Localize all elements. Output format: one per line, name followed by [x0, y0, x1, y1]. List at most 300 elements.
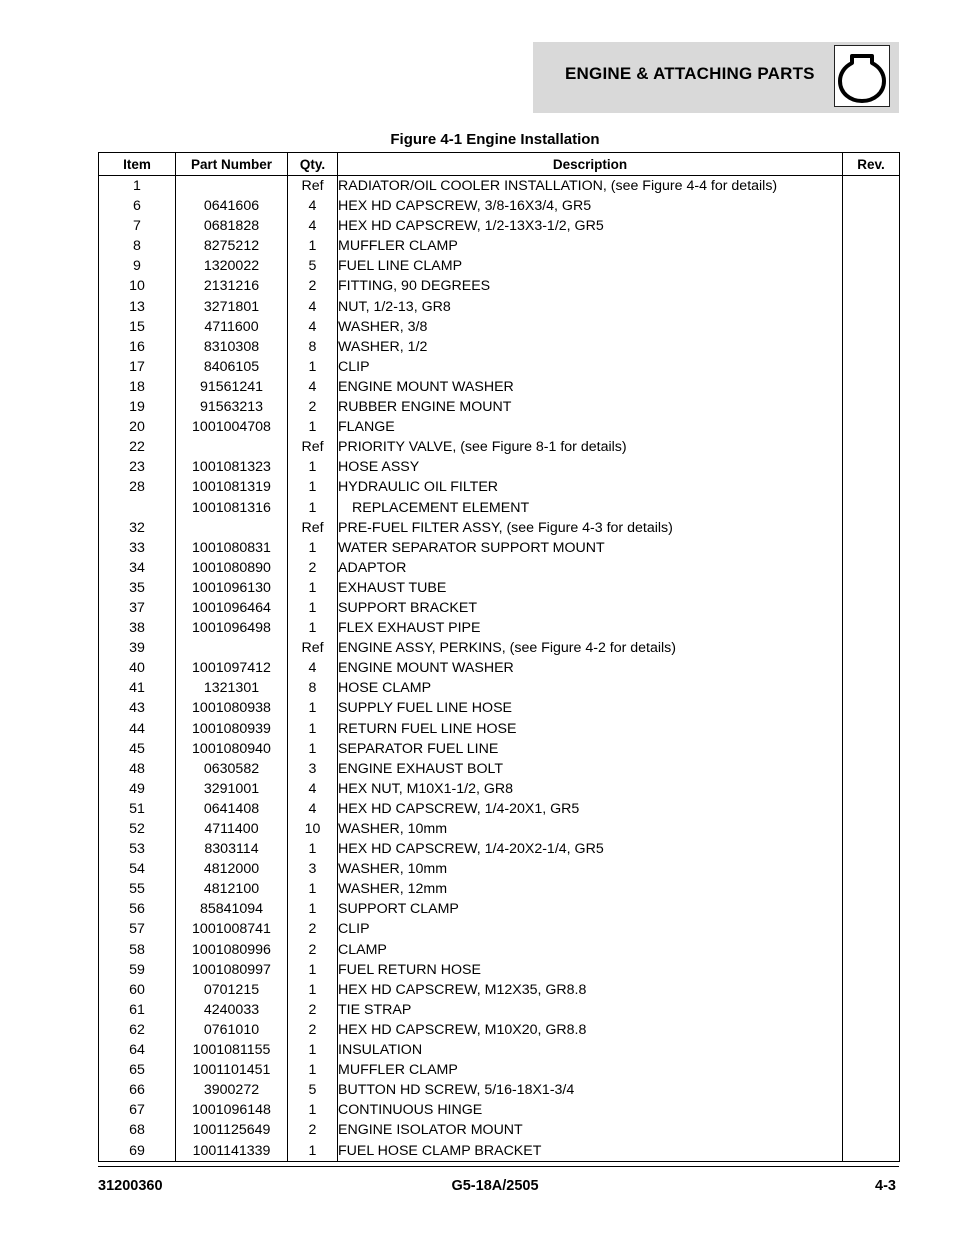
cell-description: BUTTON HD SCREW, 5/16-18X1-3/4: [338, 1080, 843, 1100]
cell-item: 53: [99, 839, 176, 859]
cell-item: 16: [99, 337, 176, 357]
figure-title: Figure 4-1 Engine Installation: [390, 131, 600, 148]
cell-description: SEPARATOR FUEL LINE: [338, 739, 843, 759]
cell-item: 54: [99, 859, 176, 879]
cell-item: 56: [99, 899, 176, 919]
cell-qty: 10: [288, 819, 338, 839]
cell-rev: [843, 779, 900, 799]
cell-rev: [843, 899, 900, 919]
cell-part-number: 1001096130: [176, 578, 288, 598]
cell-item: 35: [99, 578, 176, 598]
table-row: [99, 698, 900, 718]
cell-rev: [843, 518, 900, 538]
cell-description: HEX HD CAPSCREW, M10X20, GR8.8: [338, 1020, 843, 1040]
table-row: [99, 759, 900, 779]
cell-qty: 1: [288, 538, 338, 558]
cell-part-number: [176, 518, 288, 538]
cell-rev: [843, 276, 900, 296]
cell-qty: 2: [288, 1020, 338, 1040]
cell-item: 28: [99, 477, 176, 497]
cell-item: 43: [99, 698, 176, 718]
cell-item: 66: [99, 1080, 176, 1100]
footer-divider: [98, 1166, 899, 1167]
cell-item: 38: [99, 618, 176, 638]
cell-part-number: 1001081155: [176, 1040, 288, 1060]
cell-qty: 1: [288, 839, 338, 859]
cell-part-number: 1001081316: [176, 498, 288, 518]
cell-part-number: 1321301: [176, 678, 288, 698]
cell-part-number: 91563213: [176, 397, 288, 417]
cell-qty: 3: [288, 859, 338, 879]
cell-description: FUEL HOSE CLAMP BRACKET: [338, 1141, 843, 1162]
table-row: [99, 276, 900, 296]
table-row: [99, 980, 900, 1000]
cell-part-number: 8275212: [176, 236, 288, 256]
cell-item: 67: [99, 1100, 176, 1120]
cell-part-number: 1001080938: [176, 698, 288, 718]
cell-description: SUPPORT CLAMP: [338, 899, 843, 919]
cell-description: WASHER, 3/8: [338, 317, 843, 337]
table-row: [99, 216, 900, 236]
cell-rev: [843, 1040, 900, 1060]
cell-description: WASHER, 1/2: [338, 337, 843, 357]
cell-part-number: 1001080997: [176, 960, 288, 980]
cell-qty: 1: [288, 417, 338, 437]
table-row: [99, 598, 900, 618]
table-row: [99, 618, 900, 638]
cell-part-number: 0641606: [176, 196, 288, 216]
cell-rev: [843, 538, 900, 558]
cell-description: PRIORITY VALVE, (see Figure 8-1 for details): [338, 437, 843, 457]
cell-item: 37: [99, 598, 176, 618]
table-row: [99, 719, 900, 739]
cell-part-number: [176, 176, 288, 197]
cell-part-number: 0681828: [176, 216, 288, 236]
cell-item: 60: [99, 980, 176, 1000]
cell-item: 68: [99, 1120, 176, 1140]
cell-rev: [843, 397, 900, 417]
cell-part-number: 2131216: [176, 276, 288, 296]
table-header-row: [99, 153, 900, 176]
cell-qty: 1: [288, 1060, 338, 1080]
cell-description: HEX HD CAPSCREW, 1/2-13X3-1/2, GR5: [338, 216, 843, 236]
cell-item: 39: [99, 638, 176, 658]
cell-qty: 1: [288, 598, 338, 618]
cell-item: 10: [99, 276, 176, 296]
cell-rev: [843, 638, 900, 658]
cell-item: 13: [99, 297, 176, 317]
cell-qty: 1: [288, 899, 338, 919]
cell-qty: 1: [288, 1100, 338, 1120]
cell-qty: Ref: [288, 437, 338, 457]
cell-part-number: 85841094: [176, 899, 288, 919]
cell-description: EXHAUST TUBE: [338, 578, 843, 598]
column-header-qty: Qty.: [288, 153, 338, 176]
cell-description: TIE STRAP: [338, 1000, 843, 1020]
cell-item: 64: [99, 1040, 176, 1060]
cell-rev: [843, 256, 900, 276]
table-row: [99, 638, 900, 658]
cell-item: 48: [99, 759, 176, 779]
cell-part-number: 1001096464: [176, 598, 288, 618]
cell-description: [338, 498, 843, 518]
cell-item: 9: [99, 256, 176, 276]
cell-item: 62: [99, 1020, 176, 1040]
cell-rev: [843, 658, 900, 678]
cell-item: 49: [99, 779, 176, 799]
cell-item: 19: [99, 397, 176, 417]
cell-part-number: [176, 437, 288, 457]
table-row: [99, 256, 900, 276]
cell-rev: [843, 196, 900, 216]
table-row: [99, 1120, 900, 1140]
cell-rev: [843, 216, 900, 236]
cell-qty: 1: [288, 578, 338, 598]
cell-qty: 1: [288, 1040, 338, 1060]
cell-item: 7: [99, 216, 176, 236]
cell-rev: [843, 498, 900, 518]
table-row: [99, 477, 900, 497]
cell-item: 17: [99, 357, 176, 377]
cell-rev: [843, 618, 900, 638]
table-row: [99, 498, 900, 518]
cell-rev: [843, 598, 900, 618]
cell-qty: 4: [288, 216, 338, 236]
cell-rev: [843, 1080, 900, 1100]
section-title: ENGINE & ATTACHING PARTS: [565, 64, 815, 83]
table-row: [99, 1040, 900, 1060]
cell-qty: 8: [288, 337, 338, 357]
table-row: [99, 960, 900, 980]
cell-description: HOSE CLAMP: [338, 678, 843, 698]
cell-description: WASHER, 10mm: [338, 859, 843, 879]
cell-qty: Ref: [288, 638, 338, 658]
table-row: [99, 839, 900, 859]
cell-part-number: 1320022: [176, 256, 288, 276]
cell-rev: [843, 176, 900, 197]
column-header-rev: Rev.: [843, 153, 900, 176]
cell-description: HEX HD CAPSCREW, 1/4-20X1, GR5: [338, 799, 843, 819]
cell-description: HEX HD CAPSCREW, M12X35, GR8.8: [338, 980, 843, 1000]
table-row: [99, 1100, 900, 1120]
cell-qty: Ref: [288, 518, 338, 538]
cell-part-number: 4711600: [176, 317, 288, 337]
table-row: [99, 297, 900, 317]
cell-part-number: 0761010: [176, 1020, 288, 1040]
cell-qty: 1: [288, 357, 338, 377]
footer-model: G5-18A/2505: [451, 1178, 539, 1194]
cell-rev: [843, 739, 900, 759]
cell-part-number: 4711400: [176, 819, 288, 839]
cell-item: 44: [99, 719, 176, 739]
cell-description: RETURN FUEL LINE HOSE: [338, 719, 843, 739]
cell-item: 57: [99, 919, 176, 939]
cell-part-number: 4812000: [176, 859, 288, 879]
cell-description: ENGINE ASSY, PERKINS, (see Figure 4-2 for details): [338, 638, 843, 658]
cell-item: 59: [99, 960, 176, 980]
cell-description: ENGINE MOUNT WASHER: [338, 658, 843, 678]
cell-description: WASHER, 12mm: [338, 879, 843, 899]
cell-part-number: 1001096148: [176, 1100, 288, 1120]
cell-qty: 1: [288, 477, 338, 497]
cell-qty: 2: [288, 558, 338, 578]
table-row: [99, 678, 900, 698]
table-row: [99, 1060, 900, 1080]
cell-qty: 4: [288, 196, 338, 216]
cell-rev: [843, 297, 900, 317]
cell-rev: [843, 578, 900, 598]
cell-part-number: 1001081319: [176, 477, 288, 497]
cell-description-text: REPLACEMENT ELEMENT: [352, 499, 530, 516]
cell-rev: [843, 719, 900, 739]
table-row: [99, 437, 900, 457]
cell-rev: [843, 1060, 900, 1080]
cell-description: HEX NUT, M10X1-1/2, GR8: [338, 779, 843, 799]
table-row: [99, 940, 900, 960]
cell-part-number: 3900272: [176, 1080, 288, 1100]
cell-qty: 4: [288, 779, 338, 799]
table-row: [99, 196, 900, 216]
parts-table: [98, 152, 900, 1162]
cell-part-number: 4812100: [176, 879, 288, 899]
table-row: [99, 1020, 900, 1040]
cell-description: NUT, 1/2-13, GR8: [338, 297, 843, 317]
table-row: [99, 538, 900, 558]
cell-qty: 1: [288, 618, 338, 638]
footer-document-number: 31200360: [98, 1178, 163, 1194]
cell-qty: Ref: [288, 176, 338, 197]
cell-rev: [843, 980, 900, 1000]
table-row: [99, 377, 900, 397]
cell-description: RUBBER ENGINE MOUNT: [338, 397, 843, 417]
cell-qty: 2: [288, 276, 338, 296]
table-row: [99, 1000, 900, 1020]
cell-description: ENGINE EXHAUST BOLT: [338, 759, 843, 779]
table-row: [99, 317, 900, 337]
cell-description: FITTING, 90 DEGREES: [338, 276, 843, 296]
cell-part-number: 1001097412: [176, 658, 288, 678]
cell-part-number: 0701215: [176, 980, 288, 1000]
cell-item: 22: [99, 437, 176, 457]
cell-qty: 4: [288, 317, 338, 337]
cell-item: 23: [99, 457, 176, 477]
cell-item: 18: [99, 377, 176, 397]
cell-item: 65: [99, 1060, 176, 1080]
cell-description: CONTINUOUS HINGE: [338, 1100, 843, 1120]
cell-item: 55: [99, 879, 176, 899]
table-row: [99, 658, 900, 678]
cell-description: WATER SEPARATOR SUPPORT MOUNT: [338, 538, 843, 558]
cell-description: ENGINE ISOLATOR MOUNT: [338, 1120, 843, 1140]
cell-item: 41: [99, 678, 176, 698]
cell-part-number: 1001141339: [176, 1141, 288, 1162]
cell-rev: [843, 1141, 900, 1162]
cell-item: [99, 498, 176, 518]
cell-qty: 2: [288, 940, 338, 960]
cell-part-number: 1001096498: [176, 618, 288, 638]
cell-rev: [843, 879, 900, 899]
cell-rev: [843, 759, 900, 779]
cell-item: 51: [99, 799, 176, 819]
cell-part-number: 4240033: [176, 1000, 288, 1020]
cell-part-number: 1001080831: [176, 538, 288, 558]
cell-description: HYDRAULIC OIL FILTER: [338, 477, 843, 497]
cell-qty: 1: [288, 879, 338, 899]
column-header-part-number: Part Number: [176, 153, 288, 176]
table-row: [99, 357, 900, 377]
cell-part-number: 1001004708: [176, 417, 288, 437]
engine-icon: [834, 45, 890, 107]
cell-rev: [843, 377, 900, 397]
table-row: [99, 1080, 900, 1100]
cell-part-number: [176, 638, 288, 658]
cell-rev: [843, 799, 900, 819]
cell-part-number: 8310308: [176, 337, 288, 357]
cell-rev: [843, 1020, 900, 1040]
cell-description: HEX HD CAPSCREW, 1/4-20X2-1/4, GR5: [338, 839, 843, 859]
cell-item: 45: [99, 739, 176, 759]
table-row: [99, 176, 900, 197]
cell-part-number: 8303114: [176, 839, 288, 859]
cell-part-number: 1001008741: [176, 919, 288, 939]
cell-rev: [843, 437, 900, 457]
cell-qty: 5: [288, 1080, 338, 1100]
cell-qty: 1: [288, 960, 338, 980]
table-row: [99, 337, 900, 357]
table-row: [99, 457, 900, 477]
cell-qty: 1: [288, 498, 338, 518]
cell-part-number: 1001080996: [176, 940, 288, 960]
cell-part-number: 0630582: [176, 759, 288, 779]
table-row: [99, 739, 900, 759]
cell-rev: [843, 357, 900, 377]
cell-part-number: 1001080940: [176, 739, 288, 759]
cell-part-number: 1001080890: [176, 558, 288, 578]
table-row: [99, 417, 900, 437]
cell-qty: 1: [288, 980, 338, 1000]
table-row: [99, 397, 900, 417]
cell-description: INSULATION: [338, 1040, 843, 1060]
cell-part-number: 3271801: [176, 297, 288, 317]
cell-qty: 1: [288, 1141, 338, 1162]
table-row: [99, 799, 900, 819]
cell-part-number: 1001080939: [176, 719, 288, 739]
table-row: [99, 779, 900, 799]
cell-description: HEX HD CAPSCREW, 3/8-16X3/4, GR5: [338, 196, 843, 216]
cell-rev: [843, 960, 900, 980]
cell-qty: 2: [288, 397, 338, 417]
cell-rev: [843, 317, 900, 337]
cell-item: 58: [99, 940, 176, 960]
cell-description: FUEL LINE CLAMP: [338, 256, 843, 276]
table-row: [99, 879, 900, 899]
cell-rev: [843, 839, 900, 859]
cell-description: ENGINE MOUNT WASHER: [338, 377, 843, 397]
cell-description: ADAPTOR: [338, 558, 843, 578]
table-row: [99, 578, 900, 598]
cell-item: 40: [99, 658, 176, 678]
cell-description: CLIP: [338, 919, 843, 939]
cell-item: 15: [99, 317, 176, 337]
parts-table-body: [99, 176, 900, 1162]
cell-rev: [843, 678, 900, 698]
cell-qty: 4: [288, 377, 338, 397]
footer-page-number: 4-3: [875, 1178, 896, 1194]
cell-part-number: 91561241: [176, 377, 288, 397]
cell-item: 69: [99, 1141, 176, 1162]
cell-part-number: 0641408: [176, 799, 288, 819]
cell-qty: 1: [288, 698, 338, 718]
cell-rev: [843, 859, 900, 879]
cell-rev: [843, 919, 900, 939]
cell-qty: 4: [288, 658, 338, 678]
cell-item: 8: [99, 236, 176, 256]
cell-qty: 2: [288, 1000, 338, 1020]
cell-description: FLANGE: [338, 417, 843, 437]
cell-qty: 1: [288, 457, 338, 477]
cell-rev: [843, 1100, 900, 1120]
cell-part-number: 1001101451: [176, 1060, 288, 1080]
table-row: [99, 236, 900, 256]
cell-description: CLIP: [338, 357, 843, 377]
cell-part-number: 1001125649: [176, 1120, 288, 1140]
cell-item: 33: [99, 538, 176, 558]
cell-qty: 1: [288, 236, 338, 256]
table-row: [99, 558, 900, 578]
cell-description: SUPPORT BRACKET: [338, 598, 843, 618]
cell-description: RADIATOR/OIL COOLER INSTALLATION, (see Figure 4-4 for details): [338, 176, 843, 197]
cell-rev: [843, 819, 900, 839]
cell-description: PRE-FUEL FILTER ASSY, (see Figure 4-3 for details): [338, 518, 843, 538]
cell-rev: [843, 457, 900, 477]
cell-qty: 2: [288, 1120, 338, 1140]
cell-description: HOSE ASSY: [338, 457, 843, 477]
cell-item: 61: [99, 1000, 176, 1020]
table-row: [99, 819, 900, 839]
cell-rev: [843, 236, 900, 256]
cell-description: FLEX EXHAUST PIPE: [338, 618, 843, 638]
cell-item: 32: [99, 518, 176, 538]
cell-qty: 5: [288, 256, 338, 276]
cell-rev: [843, 1000, 900, 1020]
cell-item: 1: [99, 176, 176, 197]
cell-qty: 1: [288, 719, 338, 739]
table-row: [99, 859, 900, 879]
table-row: [99, 919, 900, 939]
table-row: [99, 1141, 900, 1162]
cell-rev: [843, 1120, 900, 1140]
cell-qty: 4: [288, 297, 338, 317]
table-row: [99, 518, 900, 538]
cell-qty: 2: [288, 919, 338, 939]
cell-rev: [843, 558, 900, 578]
cell-item: 52: [99, 819, 176, 839]
table-row: [99, 899, 900, 919]
cell-rev: [843, 940, 900, 960]
cell-description: MUFFLER CLAMP: [338, 236, 843, 256]
cell-rev: [843, 477, 900, 497]
cell-item: 6: [99, 196, 176, 216]
cell-part-number: 3291001: [176, 779, 288, 799]
cell-rev: [843, 417, 900, 437]
cell-qty: 4: [288, 799, 338, 819]
cell-item: 34: [99, 558, 176, 578]
cell-item: 20: [99, 417, 176, 437]
cell-description: MUFFLER CLAMP: [338, 1060, 843, 1080]
cell-description: CLAMP: [338, 940, 843, 960]
cell-qty: 3: [288, 759, 338, 779]
cell-part-number: 8406105: [176, 357, 288, 377]
